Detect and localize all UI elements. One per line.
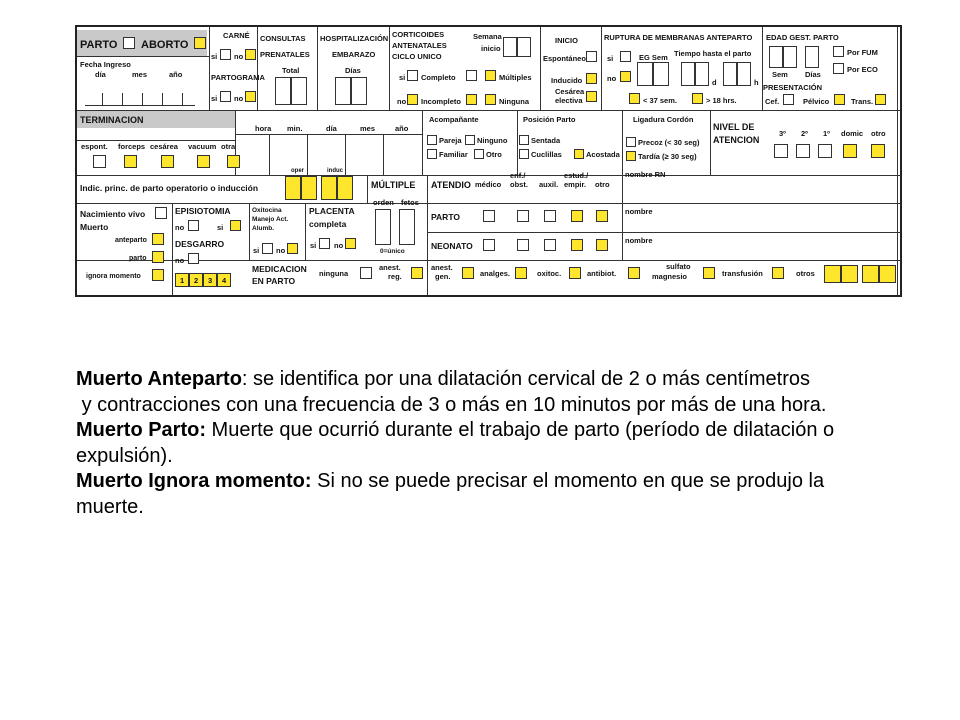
grado-1-box[interactable] — [175, 273, 189, 287]
definition-ignora — [76, 469, 876, 520]
incompleto-box[interactable] — [466, 94, 477, 105]
vacuum-label: vacuum — [188, 142, 217, 151]
inducido-box[interactable] — [586, 73, 597, 84]
eg-sem-box-2[interactable] — [653, 62, 669, 86]
definitions-text — [76, 367, 876, 520]
completo-label: Completo — [421, 73, 456, 82]
incompleto-label: Incompleto — [421, 97, 462, 106]
parto-otro-box[interactable] — [596, 210, 608, 222]
gt18-label: > 18 hrs. — [706, 96, 737, 105]
cort-no-label: no — [397, 97, 407, 106]
min-label: min. — [287, 124, 303, 133]
anest-gen-box[interactable] — [462, 267, 474, 279]
desgarro-no-label: no — [175, 256, 185, 265]
nacimiento-vivo-box[interactable] — [155, 207, 167, 219]
cort-no-box[interactable] — [407, 94, 418, 105]
tiempo-h-box-2[interactable] — [737, 62, 751, 86]
analges-box[interactable] — [515, 267, 527, 279]
por-eco-box[interactable] — [833, 63, 844, 74]
ruptura-si-box[interactable] — [620, 51, 631, 62]
parto-label: PARTO — [80, 39, 118, 51]
domic-label: domic — [841, 129, 864, 138]
grado-3-box[interactable] — [203, 273, 217, 287]
medico-label: médico — [475, 180, 502, 189]
precoz-box[interactable] — [626, 137, 636, 147]
enf-label-1: enf./ — [510, 171, 526, 180]
placenta-si-label: si — [310, 241, 317, 250]
episio-si-label: si — [217, 223, 224, 232]
placenta-label: PLACENTA — [309, 206, 355, 216]
neonato-auxil-box[interactable] — [544, 239, 556, 251]
enf-label-2: obst. — [510, 180, 528, 189]
ruptura-si-label: si — [607, 54, 614, 63]
parto-enf-box[interactable] — [517, 210, 529, 222]
nivel-2-box[interactable] — [796, 144, 810, 158]
ninguna-label: Ninguna — [499, 97, 529, 106]
ciclo-unico-label: CICLO UNICO — [392, 52, 442, 61]
edad-sem-box-1[interactable] — [769, 46, 783, 68]
semana-box-2[interactable] — [517, 37, 531, 57]
term-anteparto: Muerto Anteparto — [76, 368, 242, 390]
oxito-si-box[interactable] — [262, 243, 273, 254]
oxitocina-label-2: Manejo Act. — [252, 216, 289, 223]
edad-sem-label: Sem — [772, 70, 788, 79]
pareja-box[interactable] — [427, 135, 437, 145]
term-parto: Muerto Parto: — [76, 419, 206, 441]
oxitocina-label-1: Oxitocina — [252, 207, 282, 214]
term-dia-label: día — [326, 124, 337, 133]
consultas-label: CONSULTAS — [260, 34, 306, 43]
ninguna-box[interactable] — [485, 94, 496, 105]
parto-medico-box[interactable] — [483, 210, 495, 222]
muerto-parto-box[interactable] — [152, 251, 164, 263]
total-label: Total — [282, 66, 300, 75]
anest-reg-label-1: anest. — [379, 263, 401, 272]
ignora-momento-label: ignora momento — [86, 273, 141, 280]
otro-box[interactable] — [474, 149, 484, 159]
ruptura-no-label: no — [607, 74, 617, 83]
otro-label: Otro — [486, 150, 502, 159]
parto-estud-box[interactable] — [571, 210, 583, 222]
neonato-otro-box[interactable] — [596, 239, 608, 251]
grado-2-box[interactable] — [189, 273, 203, 287]
antenatales-label: ANTENATALES — [392, 41, 447, 50]
sulfato-label-2: magnesio — [652, 272, 688, 281]
episio-si-box[interactable] — [230, 220, 241, 231]
parto-checkbox[interactable] — [123, 37, 135, 49]
nivel-otro-box[interactable] — [871, 144, 885, 158]
neonato-estud-box[interactable] — [571, 239, 583, 251]
partograma-si-box[interactable] — [220, 91, 231, 102]
med-otros-box-3[interactable] — [862, 265, 879, 283]
dias-label: Días — [345, 66, 361, 75]
muerto-label: Muerto — [80, 222, 109, 232]
cesarea-label-2: electiva — [555, 96, 583, 105]
grado-1-label: 1 — [180, 276, 185, 285]
med-otros-box-2[interactable] — [841, 265, 858, 283]
tiempo-label: Tiempo hasta el parto — [674, 49, 752, 58]
vacuum-box[interactable] — [197, 155, 210, 168]
prenatales-label: PRENATALES — [260, 50, 310, 59]
definition-anteparto-cont: y contracciones con una frecuencia de 3 o más en 10 minutos por más de una hora. — [76, 393, 827, 416]
sentada-label: Sentada — [531, 136, 561, 145]
edad-dias-box[interactable] — [805, 46, 819, 68]
tiempo-h-box-1[interactable] — [723, 62, 737, 86]
cort-si-box[interactable] — [407, 70, 418, 81]
anest-gen-label-2: gen. — [435, 272, 451, 281]
cesarea-box[interactable] — [161, 155, 174, 168]
forceps-box[interactable] — [124, 155, 137, 168]
desgarro-no-box[interactable] — [188, 253, 199, 264]
tardia-box[interactable] — [626, 151, 636, 161]
eg-sem-label: EG Sem — [639, 53, 668, 62]
nivel-1-label: 1º — [823, 129, 830, 138]
atendio-neonato-label: NEONATO — [431, 241, 473, 251]
cesarea-electiva-box[interactable] — [586, 91, 597, 102]
atendio-otro-label: otro — [595, 180, 610, 189]
edad-dias-label: Días — [805, 70, 821, 79]
embarazo-label: EMBARAZO — [332, 50, 376, 59]
muerto-parto-label: parto — [129, 255, 147, 262]
tiempo-d-box-1[interactable] — [681, 62, 695, 86]
oxitoc-label: oxitoc. — [537, 269, 562, 278]
nivel-label-1: NIVEL DE — [713, 122, 755, 132]
gt18-box[interactable] — [692, 93, 703, 104]
aborto-checkbox[interactable] — [194, 37, 206, 49]
induc-box-2[interactable] — [337, 176, 353, 200]
med-ninguna-box[interactable] — [360, 267, 372, 279]
domic-box[interactable] — [843, 144, 857, 158]
carne-no-label: no — [234, 52, 244, 61]
nivel-otro-label: otro — [871, 129, 886, 138]
cesarea-label-1: Cesárea — [555, 87, 585, 96]
med-otros-box-4[interactable] — [879, 265, 896, 283]
multiple-label: MÚLTIPLE — [371, 180, 416, 190]
hospitalizacion-label: HOSPITALIZACIÓN — [320, 34, 389, 43]
cort-si-label: si — [399, 73, 406, 82]
familiar-label: Familiar — [439, 150, 468, 159]
inicio-title: INICIO — [555, 36, 578, 45]
acostada-box[interactable] — [574, 149, 584, 159]
placenta-no-label: no — [334, 241, 344, 250]
d-label: d — [712, 78, 717, 87]
sulfato-box[interactable] — [703, 267, 715, 279]
ruptura-no-box[interactable] — [620, 71, 631, 82]
consultas-box-2[interactable] — [291, 77, 307, 105]
neonato-nombre-label: nombre — [625, 236, 653, 245]
term-cesarea-label: cesárea — [150, 142, 178, 151]
partograma-si-label: si — [211, 94, 218, 103]
carne-si-label: si — [211, 52, 218, 61]
estud-label-1: estud./ — [564, 171, 589, 180]
espontaneo-label: Espontáneo — [543, 54, 586, 63]
espontaneo-box[interactable] — [586, 51, 597, 62]
med-otros-box-1[interactable] — [824, 265, 841, 283]
analges-label: analges. — [480, 269, 511, 278]
presentacion-label: PRESENTACIÓN — [763, 83, 823, 92]
placenta-completa-label: completa — [309, 219, 347, 229]
oxito-no-box[interactable] — [287, 243, 298, 254]
anteparto-label: anteparto — [115, 237, 147, 244]
hospitalizacion-box-1[interactable] — [335, 77, 351, 105]
desgarro-label: DESGARRO — [175, 239, 225, 249]
trans-box[interactable] — [875, 94, 886, 105]
auxil-label: auxil. — [539, 180, 559, 189]
otra-label: otra — [221, 142, 236, 151]
sulfato-label-1: sulfato — [666, 262, 691, 271]
terminacion-label: TERMINACION — [80, 115, 144, 125]
unico-label: 0=único — [380, 248, 405, 255]
partograma-no-label: no — [234, 94, 244, 103]
neonato-medico-box[interactable] — [483, 239, 495, 251]
ligadura-label: Ligadura Cordón — [633, 115, 694, 124]
por-fum-label: Por FUM — [847, 48, 878, 57]
fetos-label: fetos — [401, 198, 419, 207]
tiempo-d-box-2[interactable] — [695, 62, 709, 86]
nivel-2-label: 2º — [801, 129, 808, 138]
partograma-no-box[interactable] — [245, 91, 256, 102]
posicion-label: Posición Parto — [523, 115, 576, 124]
oper-box-1[interactable] — [285, 176, 301, 200]
edad-sem-box-2[interactable] — [783, 46, 797, 68]
pelvico-label: Pélvico — [803, 97, 830, 106]
parto-auxil-box[interactable] — [544, 210, 556, 222]
hora-label: hora — [255, 124, 272, 133]
aborto-label: ABORTO — [141, 39, 189, 51]
placenta-no-box[interactable] — [345, 238, 356, 249]
term-ano-label: año — [395, 124, 409, 133]
ninguno-label: Ninguno — [477, 136, 508, 145]
completo-box[interactable] — [466, 70, 477, 81]
grado-3-label: 3 — [208, 276, 213, 285]
placenta-si-box[interactable] — [319, 238, 330, 249]
med-otros-label: otros — [796, 269, 815, 278]
lt37-box[interactable] — [629, 93, 640, 104]
cef-label: Cef. — [765, 97, 780, 106]
transfusion-label: transfusión — [722, 269, 763, 278]
induc-box-1[interactable] — [321, 176, 337, 200]
orden-box[interactable] — [375, 209, 391, 245]
anest-gen-label-1: anest. — [431, 263, 453, 272]
familiar-box[interactable] — [427, 149, 437, 159]
grado-2-label: 2 — [194, 276, 199, 285]
multiples-label: Múltiples — [499, 73, 532, 82]
grado-4-label: 4 — [222, 276, 227, 285]
oxitoc-box[interactable] — [569, 267, 581, 279]
grado-4-box[interactable] — [217, 273, 231, 287]
h-label: h — [754, 78, 759, 87]
acostada-label: Acostada — [586, 150, 620, 159]
atendio-parto-label: PARTO — [431, 212, 460, 222]
nombre-rn-label: nombre RN — [625, 170, 666, 179]
lt37-label: < 37 sem. — [643, 96, 677, 105]
cuclillas-box[interactable] — [519, 149, 529, 159]
term-mes-label: mes — [360, 124, 376, 133]
sentada-box[interactable] — [519, 135, 529, 145]
atendio-label: ATENDIO — [431, 180, 471, 190]
carne-label: CARNÉ — [223, 31, 250, 40]
hospitalizacion-box-2[interactable] — [351, 77, 367, 105]
espont-box[interactable] — [93, 155, 106, 168]
eg-sem-box-1[interactable] — [637, 62, 653, 86]
definition-parto — [76, 418, 876, 469]
oxitocina-label-3: Alumb. — [252, 225, 275, 232]
anest-reg-box[interactable] — [411, 267, 423, 279]
por-fum-box[interactable] — [833, 46, 844, 57]
transfusion-box[interactable] — [772, 267, 784, 279]
ninguno-box[interactable] — [465, 135, 475, 145]
nivel-label-2: ATENCION — [713, 135, 760, 145]
tardia-label: Tardía (≥ 30 seg) — [638, 152, 697, 161]
multiples-box[interactable] — [485, 70, 496, 81]
oper-label: oper — [291, 168, 305, 174]
dia-label: día — [95, 70, 106, 79]
espont-label: espont. — [81, 142, 108, 151]
consultas-box-1[interactable] — [275, 77, 291, 105]
semana-box-1[interactable] — [503, 37, 517, 57]
parto-nombre-label: nombre — [625, 207, 653, 216]
nivel-1-box[interactable] — [818, 144, 832, 158]
med-ninguna-label: ninguna — [319, 269, 349, 278]
fecha-ingreso-label: Fecha Ingreso — [80, 60, 131, 69]
mes-label: mes — [132, 70, 148, 79]
ruptura-label: RUPTURA DE MEMBRANAS ANTEPARTO — [604, 33, 753, 42]
trans-label: Trans. — [851, 97, 874, 106]
medicacion-label-1: MEDICACION — [252, 264, 307, 274]
ano-label: año — [169, 70, 183, 79]
episio-no-label: no — [175, 223, 185, 232]
antibiot-label: antibiot. — [587, 269, 617, 278]
antibiot-box[interactable] — [628, 267, 640, 279]
anest-reg-label-2: reg. — [388, 272, 402, 281]
edad-gest-label: EDAD GEST. PARTO — [766, 33, 839, 42]
carne-no-box[interactable] — [245, 49, 256, 60]
estud-label-2: empir. — [564, 180, 587, 189]
nacimiento-vivo-label: Nacimiento vivo — [80, 209, 146, 219]
term-ignora-momento: Muerto Ignora momento: — [76, 470, 312, 492]
episio-no-box[interactable] — [188, 220, 199, 231]
neonato-enf-box[interactable] — [517, 239, 529, 251]
nivel-3-label: 3º — [779, 129, 786, 138]
medicacion-label-2: EN PARTO — [252, 276, 296, 286]
semana-label: Semana — [473, 32, 502, 41]
cuclillas-label: Cuclillas — [531, 150, 562, 159]
acompanante-label: Acompañante — [429, 115, 479, 124]
cef-box[interactable] — [783, 94, 794, 105]
nivel-3-box[interactable] — [774, 144, 788, 158]
inducido-label: Inducido — [551, 76, 583, 85]
definition-anteparto — [76, 367, 876, 393]
indic-label: Indic. princ. de parto operatorio o inducción — [80, 183, 259, 193]
forceps-label: forceps — [118, 142, 146, 151]
perinatal-form-excerpt — [75, 25, 902, 297]
episiotomia-label: EPISIOTOMIA — [175, 206, 231, 216]
pareja-label: Pareja — [439, 136, 462, 145]
partograma-label: PARTOGRAMA — [211, 73, 265, 82]
ignora-momento-box[interactable] — [152, 269, 164, 281]
fetos-box[interactable] — [399, 209, 415, 245]
definition-parto-text: Muerte que ocurrió durante el trabajo de parto (período de dilatación o expulsión). — [76, 419, 835, 467]
pelvico-box[interactable] — [834, 94, 845, 105]
definition-anteparto-text: : se identifica por una dilatación cervical de 2 o más centímetros — [241, 368, 810, 390]
anteparto-box[interactable] — [152, 233, 164, 245]
oper-box-2[interactable] — [301, 176, 317, 200]
orden-label: orden — [373, 198, 394, 207]
otra-box[interactable] — [227, 155, 240, 168]
por-eco-label: Por ECO — [847, 65, 878, 74]
oxito-si-label: si — [253, 246, 260, 255]
induc-label: induc — [327, 168, 343, 174]
oxito-no-label: no — [276, 246, 286, 255]
carne-si-box[interactable] — [220, 49, 231, 60]
precoz-label: Precoz (< 30 seg) — [638, 138, 700, 147]
inicio-label: inicio — [481, 44, 501, 53]
definition-ignora-text: Si no se puede precisar el momento en que se produjo la muerte. — [76, 470, 825, 518]
corticoides-label: CORTICOIDES — [392, 30, 445, 39]
